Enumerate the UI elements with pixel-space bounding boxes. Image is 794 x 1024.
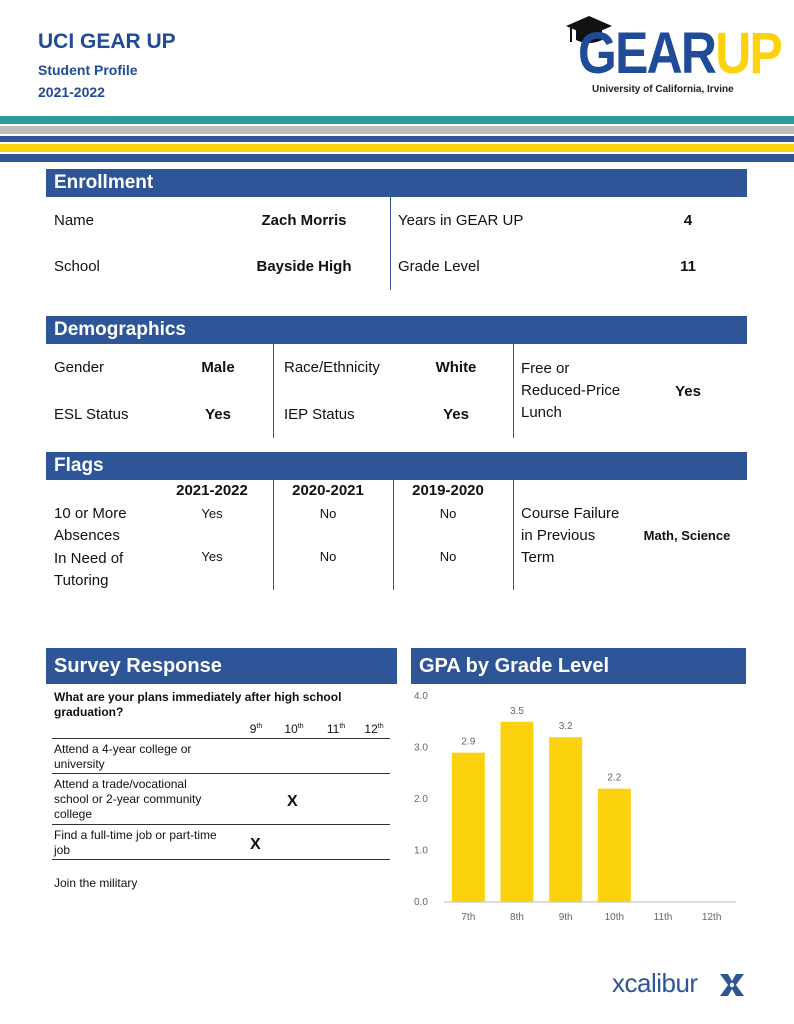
gpa-bar <box>549 737 582 902</box>
demographics-header: Demographics <box>46 316 747 344</box>
flags-year-col-3: 2019-2020 <box>412 482 484 499</box>
survey-rule-2 <box>52 773 390 774</box>
failure-value: Math, Science <box>643 528 731 543</box>
lunch-label-line1: Free or <box>521 360 570 377</box>
tutoring-value-2: No <box>319 549 337 564</box>
absences-label-line1: 10 or More <box>54 505 127 522</box>
gender-value: Male <box>201 359 235 376</box>
x-tick-label: 7th <box>461 912 476 923</box>
survey-row-2-line1: Attend a trade/vocational <box>54 777 187 791</box>
survey-question-line1: What are your plans immediately after high school <box>54 690 342 704</box>
grade-col-9: 9th <box>249 722 263 736</box>
x-tick-label: 8th <box>510 912 524 923</box>
failure-label-line2: in Previous <box>521 527 596 544</box>
demographics-divider-1 <box>273 344 274 438</box>
survey-row-1-line1: Attend a 4-year college or <box>54 742 192 756</box>
tutoring-label-line2: Tutoring <box>54 572 109 589</box>
enrollment-header: Enrollment <box>46 169 747 197</box>
page-year: 2021-2022 <box>38 84 105 100</box>
gpa-bar <box>452 753 485 902</box>
absences-label-line2: Absences <box>54 527 120 544</box>
x-tick-label: 10th <box>604 912 625 923</box>
survey-rule-4 <box>52 859 390 860</box>
survey-row-2-line2: school or 2-year community <box>54 792 202 806</box>
survey-row-3-line1: Find a full-time job or part-time <box>54 828 217 842</box>
stripe-teal <box>0 116 794 124</box>
survey-rule-1 <box>52 738 390 739</box>
survey-row-4-line1: Join the military <box>54 876 138 890</box>
enrollment-divider <box>390 197 391 290</box>
gpa-chart-header: GPA by Grade Level <box>411 648 746 684</box>
absences-value-3: No <box>439 506 457 521</box>
flags-divider-3 <box>513 480 514 590</box>
lunch-value: Yes <box>675 383 701 400</box>
gpa-bar-chart <box>406 686 746 926</box>
tutoring-value-3: No <box>439 549 457 564</box>
page-title: UCI GEAR UP <box>38 30 176 53</box>
logo-gear-text: GEAR <box>578 21 716 86</box>
tutoring-label-line1: In Need of <box>54 550 124 567</box>
gpa-data-label: 3.5 <box>510 705 524 717</box>
lunch-label-line3: Lunch <box>521 404 562 421</box>
logo-tagline: University of California, Irvine <box>592 84 734 95</box>
esl-value: Yes <box>205 406 231 423</box>
stripe-blue-2 <box>0 154 794 162</box>
failure-label-line1: Course Failure <box>521 505 620 522</box>
survey-header: Survey Response <box>46 648 397 684</box>
y-tick-label: 1.0 <box>414 845 428 857</box>
name-value: Zach Morris <box>261 212 347 229</box>
gpa-data-label: 2.9 <box>461 736 476 748</box>
y-tick-label: 2.0 <box>414 794 428 805</box>
gpa-data-label: 3.2 <box>558 721 573 733</box>
name-label: Name <box>54 212 95 229</box>
page-subtitle: Student Profile <box>38 62 138 78</box>
survey-row-3-mark: X <box>250 836 261 853</box>
esl-label: ESL Status <box>54 406 129 423</box>
stripe-gray <box>0 126 794 134</box>
gpa-bar <box>501 722 534 902</box>
gpa-data-label: 2.2 <box>607 772 622 784</box>
iep-value: Yes <box>443 406 469 423</box>
survey-row-1-line2: university <box>54 757 105 771</box>
years-value: 4 <box>683 212 693 229</box>
flags-divider-1 <box>273 480 274 590</box>
y-tick-label: 4.0 <box>414 691 428 702</box>
absences-value-2: No <box>319 506 337 521</box>
y-tick-label: 3.0 <box>414 742 428 754</box>
iep-label: IEP Status <box>284 406 355 423</box>
y-tick-label: 0.0 <box>414 897 428 908</box>
survey-row-2-mark: X <box>287 793 298 810</box>
survey-row-2-line3: college <box>54 807 93 821</box>
x-tick-label: 12th <box>701 912 722 923</box>
race-label: Race/Ethnicity <box>284 359 380 376</box>
grade-label: Grade Level <box>398 258 480 275</box>
stripe-blue-1 <box>0 136 794 142</box>
logo-up-text: UP <box>715 21 782 86</box>
x-tick-label: 11th <box>653 912 673 923</box>
survey-row-3-line2: job <box>54 843 71 857</box>
tutoring-value-1: Yes <box>201 549 223 564</box>
xcalibur-wordmark: xcalibur <box>612 968 698 998</box>
demographics-divider-2 <box>513 344 514 438</box>
flags-header: Flags <box>46 452 747 480</box>
stripe-yellow <box>0 144 794 152</box>
school-label: School <box>54 258 100 275</box>
xcalibur-x-icon <box>718 972 746 998</box>
absences-value-1: Yes <box>201 506 223 521</box>
x-tick-label: 9th <box>558 912 573 923</box>
flags-year-col-1: 2021-2022 <box>176 482 248 499</box>
survey-rule-3 <box>52 824 390 825</box>
survey-question-line2: graduation? <box>54 705 124 719</box>
grade-col-10: 10th <box>284 722 304 736</box>
gearup-logo <box>566 14 782 104</box>
grade-col-11: 11th <box>326 722 346 736</box>
failure-label-line3: Term <box>521 549 555 566</box>
race-value: White <box>435 359 477 376</box>
gpa-bar <box>598 789 631 902</box>
grade-col-12: 12th <box>364 722 384 736</box>
school-value: Bayside High <box>256 258 352 275</box>
grade-value: 11 <box>680 258 696 275</box>
gender-label: Gender <box>54 359 105 376</box>
flags-divider-2 <box>393 480 394 590</box>
years-label: Years in GEAR UP <box>398 212 524 229</box>
lunch-label-line2: Reduced-Price <box>521 382 621 399</box>
flags-year-col-2: 2020-2021 <box>292 482 364 499</box>
